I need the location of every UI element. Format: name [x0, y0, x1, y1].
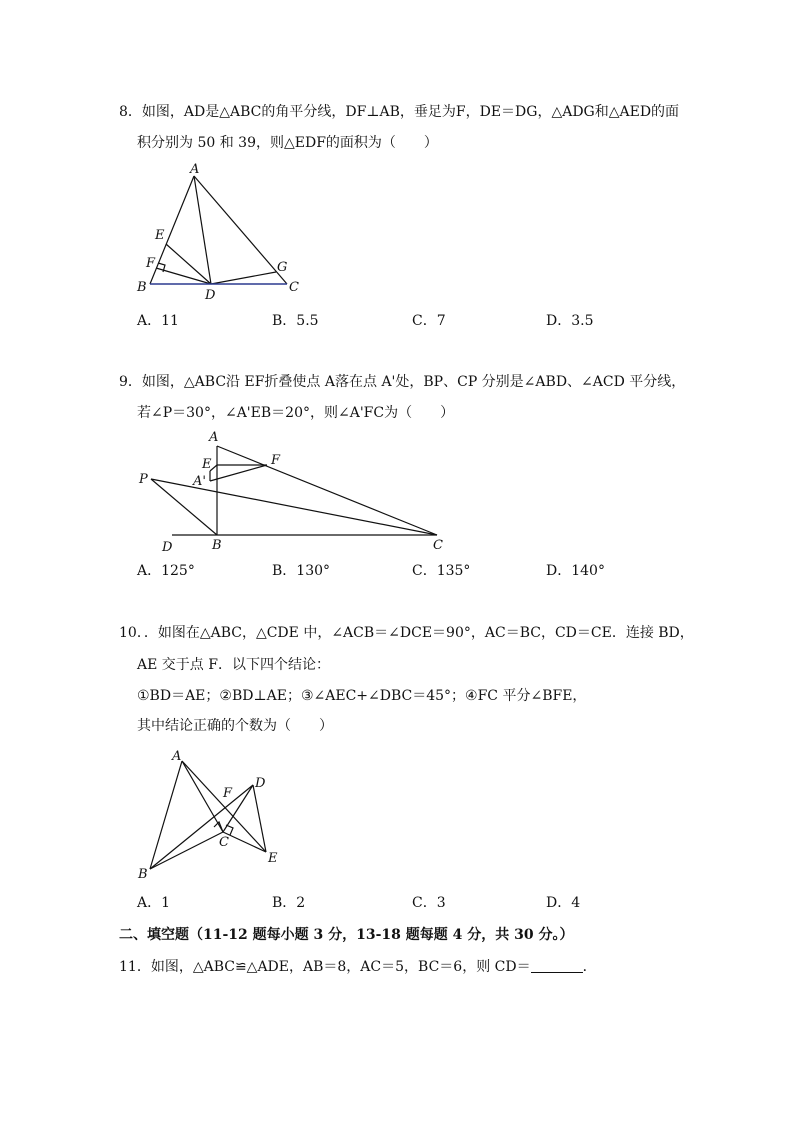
q9-label-F: F [271, 453, 281, 468]
q8-label-B: B [137, 280, 147, 295]
section-2-heading: 二、填空题（11-12 题每小题 3 分，13-18 题每题 4 分，共 30 分。） [119, 927, 574, 943]
q8-label-E: E [155, 228, 165, 243]
q11-question: 11．如图，△ABC≌△ADE，AB＝8，AC＝5，BC＝6，则 CD＝ [119, 959, 531, 975]
q8-option-c: C．7 [412, 313, 446, 329]
q9-label-B: B [212, 538, 222, 553]
q9-label-A-prime: A' [193, 474, 206, 489]
q9-option-a: A．125° [137, 563, 195, 579]
q9-option-c: C．135° [412, 563, 471, 579]
q8-label-C: C [289, 280, 299, 295]
q10-option-c: C．3 [412, 895, 446, 911]
q8-text-line1: 8．如图，AD是△ABC的角平分线，DF⊥AB，垂足为F，DE＝DG，△ADG和△AED的面 [119, 104, 680, 120]
q9-text-line2: 若∠P＝30°，∠A'EB＝20°，则∠A'FC为（ ） [137, 405, 455, 421]
q9-label-A: A [209, 430, 219, 445]
q10-text-line4: 其中结论正确的个数为（ ） [137, 718, 333, 734]
q8-option-d: D．3.5 [546, 313, 594, 329]
q10-label-C: C [219, 835, 229, 850]
q10-label-D: D [255, 776, 266, 791]
q10-text-line2: AE 交于点 F．以下四个结论： [137, 657, 330, 673]
q8-label-G: G [277, 260, 288, 275]
q9-text-line1: 9．如图，△ABC沿 EF折叠使点 A落在点 A'处，BP、CP 分别是∠ABD、∠ACD 平分线， [119, 374, 686, 390]
q10-option-b: B．2 [272, 895, 306, 911]
q10-label-A: A [172, 749, 182, 764]
q11-answer-blank[interactable] [531, 958, 583, 973]
q9-label-P: P [139, 472, 148, 487]
q11-end: ． [582, 959, 597, 975]
q8-label-D: D [205, 288, 216, 303]
q11-text [119, 957, 597, 977]
q8-option-b: B．5.5 [272, 313, 319, 329]
q9-option-b: B．130° [272, 563, 331, 579]
q10-label-E: E [268, 851, 278, 866]
q9-option-d: D．140° [546, 563, 605, 579]
q8-option-a: A．11 [137, 313, 179, 329]
q10-option-a: A．1 [137, 895, 171, 911]
q8-triangle [150, 176, 287, 284]
q10-text-line1: 10．．如图在△ABC，△CDE 中，∠ACB＝∠DCE＝90°，AC＝BC，CD＝CE．连接 BD， [119, 625, 694, 641]
q10-label-B: B [138, 867, 148, 882]
q10-option-d: D．4 [546, 895, 581, 911]
q9-label-D: D [162, 540, 173, 555]
q9-label-E: E [202, 457, 212, 472]
q8-text-line2: 积分别为 50 和 39，则△EDF的面积为（ ） [137, 135, 438, 151]
q8-label-A: A [190, 162, 200, 177]
q9-label-C: C [433, 538, 443, 553]
q10-text-line3: ①BD＝AE；②BD⊥AE；③∠AEC+∠DBC＝45°；④FC 平分∠BFE， [137, 688, 587, 704]
q10-label-F: F [223, 786, 233, 801]
q8-label-F: F [146, 256, 156, 271]
